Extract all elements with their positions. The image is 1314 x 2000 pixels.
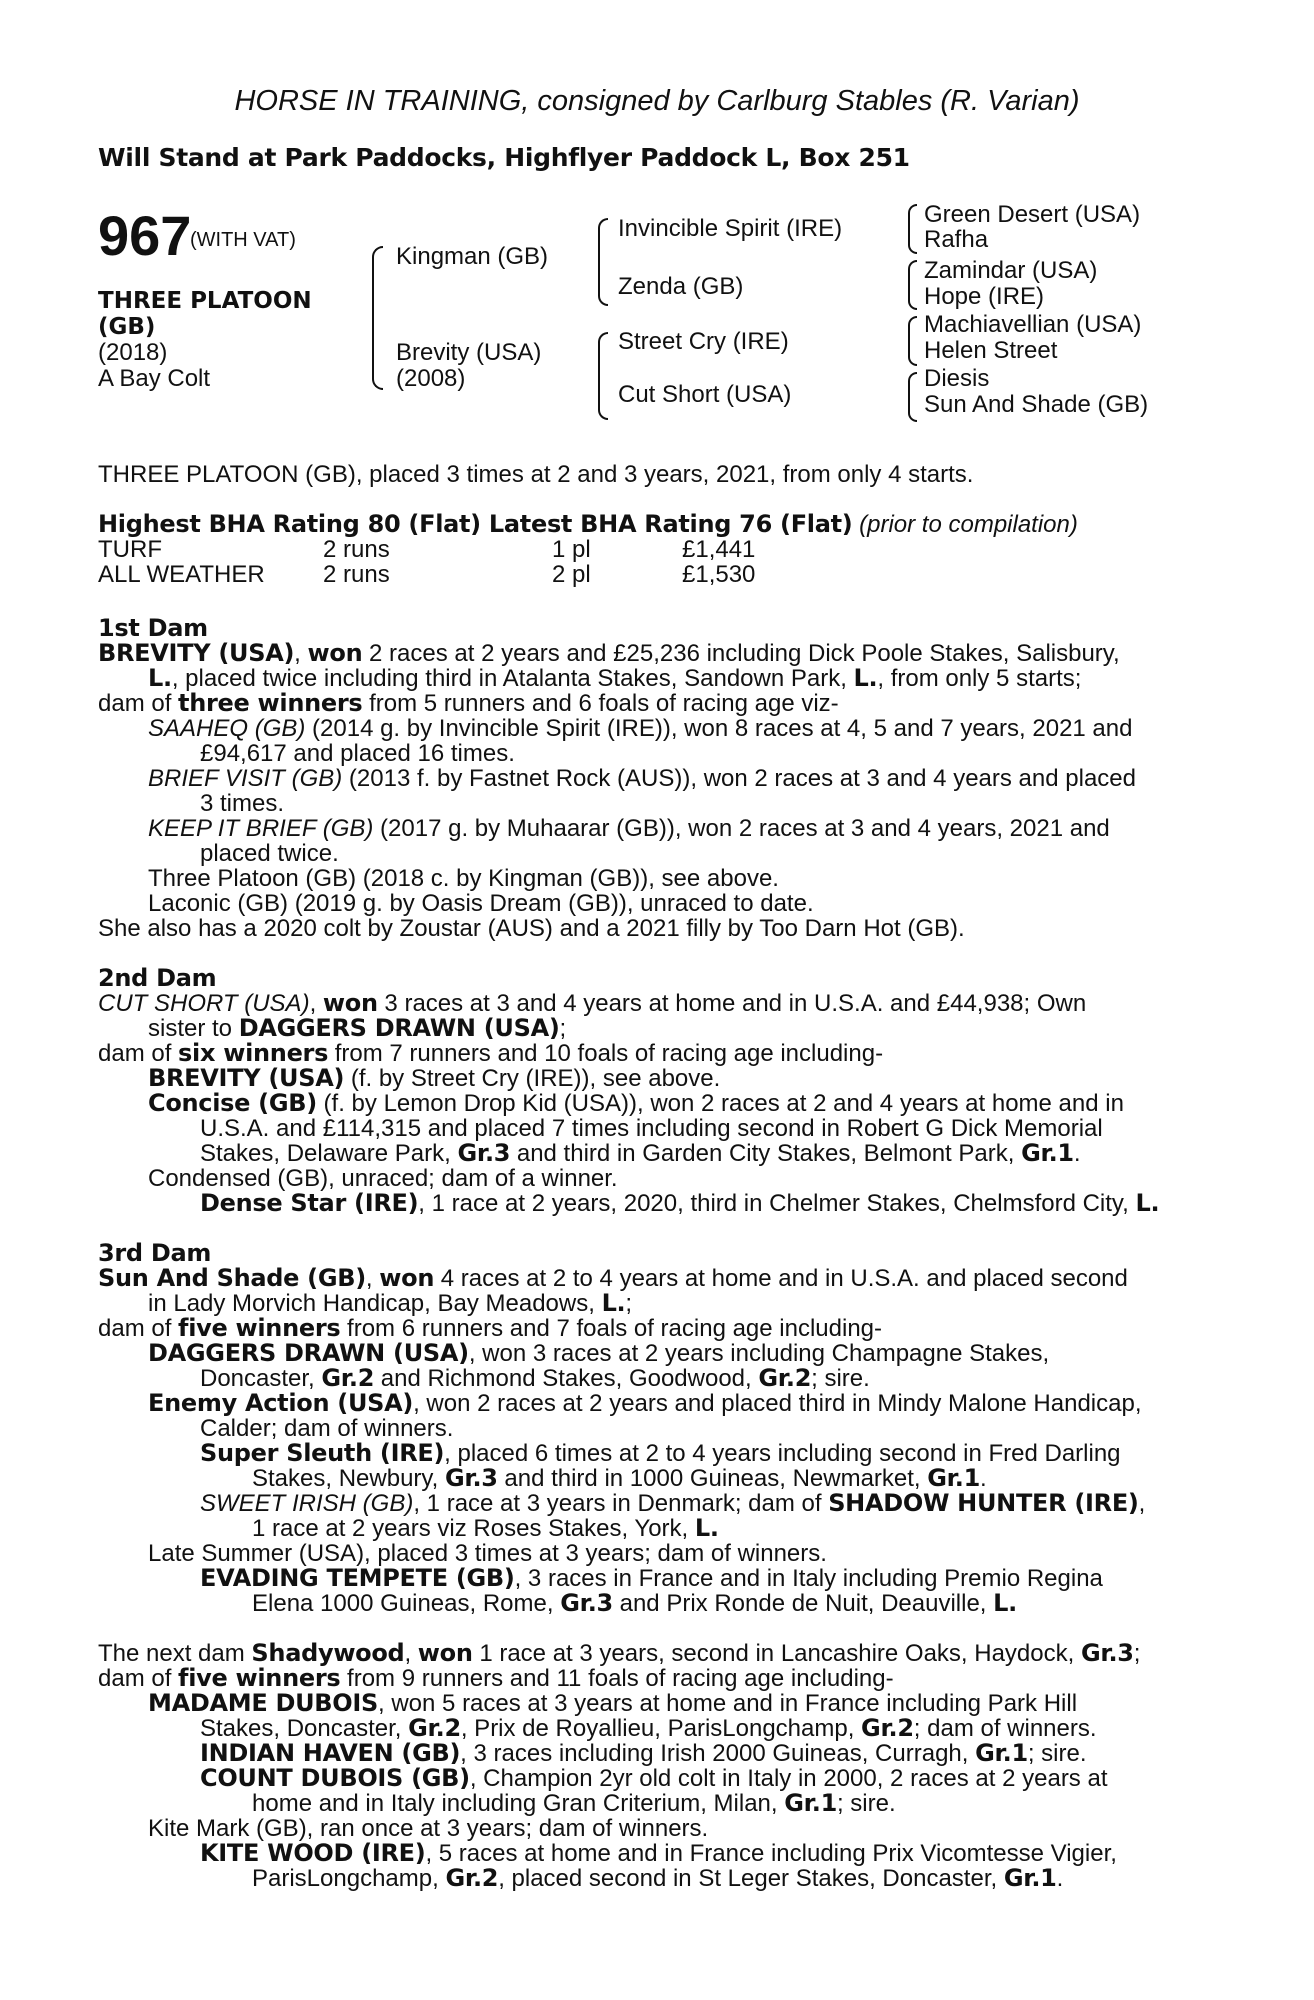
next-dam-produce-5 bbox=[200, 1841, 1117, 1867]
stand-location: Will Stand at Park Paddocks, Highflyer Paddock L, Box 251 bbox=[98, 143, 910, 172]
third-dam-produce-2-cont: Calder; dam of winners. bbox=[200, 1415, 454, 1442]
winners-bold: six winners bbox=[178, 1039, 329, 1067]
page-title: HORSE IN TRAINING, consigned by Carlburg Stables (R. Varian) bbox=[234, 85, 1080, 117]
text: dam of bbox=[98, 1315, 179, 1342]
third-dam-produce-3-cont bbox=[252, 1466, 987, 1492]
text: from 9 runners and 11 foals of racing age including- bbox=[340, 1665, 894, 1692]
first-dam-heading bbox=[98, 616, 208, 642]
next-dam-produce-1-cont bbox=[200, 1716, 1097, 1742]
third-dam-produce-1-cont bbox=[200, 1366, 870, 1392]
text: Stakes, Newbury, bbox=[252, 1465, 445, 1492]
text: (f. by Street Cry (IRE)), see above. bbox=[344, 1065, 721, 1092]
ds-dam: Helen Street bbox=[924, 337, 1058, 364]
ds-sire: Machiavellian (USA) bbox=[924, 311, 1142, 338]
text: home and in Italy including Gran Criterium, Milan, bbox=[252, 1790, 785, 1817]
race-summary: THREE PLATOON (GB), placed 3 times at 2 and 3 years, 2021, from only 4 starts. bbox=[98, 461, 974, 488]
third-dam-produce-6-cont bbox=[252, 1591, 1017, 1617]
grade-bold: Gr.2 bbox=[758, 1364, 812, 1392]
rating-surface: ALL WEATHER bbox=[98, 561, 265, 588]
produce-name: Enemy Action (USA) bbox=[148, 1389, 414, 1417]
grade-bold: Gr.3 bbox=[560, 1589, 613, 1617]
first-dam-line1: BREVITY (USA), won 2 races at 2 years and £25,236 including Dick Poole Stakes, Salisbury, bbox=[98, 639, 1120, 667]
text: , 5 races at home and in France including Prix Vicomtesse Vigier, bbox=[425, 1840, 1117, 1867]
vat-note: (WITH VAT) bbox=[190, 229, 296, 251]
dd-dam: Sun And Shade (GB) bbox=[924, 391, 1149, 418]
dam-dam: Cut Short (USA) bbox=[618, 381, 792, 408]
text: ParisLongchamp, bbox=[252, 1865, 446, 1892]
rating-runs: 2 runs bbox=[323, 536, 390, 563]
text: and Prix Ronde de Nuit, Deauville, bbox=[612, 1590, 994, 1617]
text: , Champion 2yr old colt in Italy in 2000, 2 races at 2 years at bbox=[469, 1765, 1108, 1792]
grade-bold: Gr.3 bbox=[444, 1464, 498, 1492]
text: , 3 races in France and in Italy including Premio Regina bbox=[514, 1565, 1103, 1592]
won-bold: won bbox=[417, 1639, 473, 1667]
winners-bold: five winners bbox=[178, 1314, 341, 1342]
text: ; bbox=[559, 1015, 567, 1042]
next-dam-produce-1 bbox=[148, 1691, 1077, 1717]
text: dam of bbox=[98, 1040, 179, 1067]
dam-sire: Street Cry (IRE) bbox=[618, 328, 789, 355]
pedigree-brace-ss bbox=[908, 204, 917, 254]
pedigree-brace-sire bbox=[598, 218, 608, 306]
lot-number: 967 bbox=[98, 204, 192, 267]
text: and third in Garden City Stakes, Belmont Park, bbox=[510, 1140, 1022, 1167]
rating-runs: 2 runs bbox=[323, 561, 390, 588]
text: , won 2 races at 2 years and placed third in Mindy Malone Handicap, bbox=[413, 1390, 1142, 1417]
produce-name: EVADING TEMPETE (GB) bbox=[200, 1564, 515, 1592]
second-dam-line3 bbox=[98, 1041, 883, 1067]
grade-bold: Gr.1 bbox=[1003, 1864, 1057, 1892]
grade-bold: Gr.2 bbox=[445, 1864, 499, 1892]
text: , bbox=[1138, 1490, 1146, 1517]
next-dam-line1 bbox=[98, 1641, 1140, 1667]
grade-bold: Gr.2 bbox=[408, 1714, 461, 1742]
text: , 1 race at 3 years in Denmark; dam of bbox=[413, 1490, 829, 1517]
horse-name-line2: (GB) bbox=[98, 314, 156, 340]
text: , Prix de Royallieu, ParisLongchamp, bbox=[460, 1715, 862, 1742]
text: dam of bbox=[98, 1665, 179, 1692]
second-dam-line2 bbox=[148, 1016, 566, 1042]
produce-name: DAGGERS DRAWN (USA) bbox=[148, 1339, 469, 1367]
text: . bbox=[1073, 1140, 1081, 1167]
text: sister to bbox=[148, 1015, 239, 1042]
grade-bold: Gr.2 bbox=[321, 1364, 375, 1392]
dam-name: Sun And Shade (GB) bbox=[98, 1264, 366, 1292]
text: in Lady Morvich Handicap, Bay Meadows, bbox=[148, 1290, 602, 1317]
dam-year: (2008) bbox=[396, 365, 466, 392]
produce-name: Super Sleuth (IRE) bbox=[200, 1439, 445, 1467]
grade-bold: Gr.3 bbox=[1080, 1639, 1134, 1667]
text: (2017 g. by Muhaarar (GB)), won 2 races at 3 and 4 years, 2021 and bbox=[373, 815, 1110, 842]
produce-3-cont: placed twice. bbox=[200, 840, 339, 867]
pedigree-brace-dam bbox=[598, 332, 608, 420]
sd-sire: Zamindar (USA) bbox=[924, 257, 1098, 284]
second-dam-produce-1 bbox=[148, 1066, 720, 1092]
produce-name: KITE WOOD (IRE) bbox=[200, 1839, 426, 1867]
dam-name: Shadywood bbox=[251, 1639, 405, 1667]
rating-places: 2 pl bbox=[552, 561, 591, 588]
rating-surface: TURF bbox=[98, 536, 162, 563]
produce-4: Three Platoon (GB) (2018 c. by Kingman (GB)), see above. bbox=[148, 865, 779, 892]
text: Stakes, Doncaster, bbox=[200, 1715, 409, 1742]
sire-sire: Invincible Spirit (IRE) bbox=[618, 215, 843, 242]
sibling-bold: DAGGERS DRAWN (USA) bbox=[238, 1014, 560, 1042]
text: dam of bbox=[98, 690, 179, 717]
text: . bbox=[1056, 1865, 1064, 1892]
produce-name: Concise (GB) bbox=[148, 1089, 317, 1117]
third-dam-produce-2 bbox=[148, 1391, 1142, 1417]
third-dam-produce-6 bbox=[200, 1566, 1103, 1592]
text: 1 race at 2 years viz Roses Stakes, York, bbox=[252, 1515, 695, 1542]
listed-bold: L. bbox=[993, 1589, 1017, 1617]
listed-bold: L. bbox=[853, 664, 878, 692]
third-dam-heading bbox=[98, 1241, 211, 1267]
third-dam-line2 bbox=[148, 1291, 632, 1317]
dam-name: CUT SHORT (USA) bbox=[98, 990, 310, 1017]
produce-2-cont: 3 times. bbox=[200, 790, 285, 817]
winner-bold: SHADOW HUNTER (IRE) bbox=[828, 1489, 1139, 1517]
produce-1 bbox=[148, 716, 1132, 742]
text: (2014 g. by Invincible Spirit (IRE)), won 8 races at 4, 5 and 7 years, 2021 and bbox=[305, 715, 1133, 742]
winners-bold: five winners bbox=[178, 1664, 341, 1692]
produce-name: SWEET IRISH (GB) bbox=[200, 1490, 414, 1517]
third-dam-produce-4-cont bbox=[252, 1516, 719, 1542]
produce-2 bbox=[148, 766, 1136, 792]
pedigree-brace-main bbox=[372, 246, 383, 390]
rating-line bbox=[98, 512, 1078, 538]
grade-bold: Gr.2 bbox=[861, 1714, 914, 1742]
text: from 7 runners and 10 foals of racing age including- bbox=[328, 1040, 884, 1067]
pedigree-brace-sd bbox=[908, 260, 917, 310]
text: ; bbox=[1133, 1640, 1141, 1667]
sire-dam: Zenda (GB) bbox=[618, 273, 744, 300]
text: Elena 1000 Guineas, Rome, bbox=[252, 1590, 561, 1617]
produce-name: BRIEF VISIT (GB) bbox=[148, 765, 343, 792]
text: , bbox=[404, 1640, 418, 1667]
text: ; bbox=[625, 1290, 633, 1317]
rating-note: (prior to compilation) bbox=[859, 511, 1078, 538]
text: Stakes, Delaware Park, bbox=[200, 1140, 458, 1167]
ss-sire: Green Desert (USA) bbox=[924, 201, 1141, 228]
next-dam-produce-2 bbox=[200, 1741, 1087, 1767]
third-dam-produce-4 bbox=[200, 1491, 1145, 1517]
rating-amount: £1,530 bbox=[682, 561, 756, 588]
text: , from only 5 starts; bbox=[877, 665, 1082, 692]
next-dam-produce-5-cont bbox=[252, 1866, 1063, 1892]
text: 3 races at 3 and 4 years at home and in U.S.A. and £44,938; Own bbox=[377, 990, 1087, 1017]
second-dam-heading bbox=[98, 966, 216, 992]
text: and third in 1000 Guineas, Newmarket, bbox=[497, 1465, 928, 1492]
text: . bbox=[980, 1465, 987, 1492]
grade-bold: Gr.1 bbox=[784, 1789, 837, 1817]
text: , placed 6 times at 2 to 4 years including second in Fred Darling bbox=[444, 1440, 1121, 1467]
second-dam-produce-2 bbox=[148, 1091, 1124, 1117]
listed-bold: L. bbox=[1135, 1189, 1160, 1217]
text: and Richmond Stakes, Goodwood, bbox=[374, 1365, 759, 1392]
won-bold: won bbox=[322, 989, 378, 1017]
second-dam-line1: CUT SHORT (USA), won 3 races at 3 and 4 years at home and in U.S.A. and £44,938; Own bbox=[98, 989, 1087, 1017]
horse-description: A Bay Colt bbox=[98, 365, 211, 392]
rating-places: 1 pl bbox=[552, 536, 591, 563]
text: (2013 f. by Fastnet Rock (AUS)), won 2 races at 3 and 4 years and placed bbox=[342, 765, 1136, 792]
third-dam-produce-1 bbox=[148, 1341, 1049, 1367]
second-dam-produce-3: Condensed (GB), unraced; dam of a winner. bbox=[148, 1165, 618, 1192]
second-dam-produce-2-cont2 bbox=[200, 1141, 1080, 1167]
listed-bold: L. bbox=[148, 664, 172, 692]
produce-name: MADAME DUBOIS bbox=[148, 1689, 379, 1717]
produce-name: INDIAN HAVEN (GB) bbox=[200, 1739, 461, 1767]
listed-bold: L. bbox=[601, 1289, 626, 1317]
dam-name-bold: BREVITY (USA) bbox=[98, 639, 295, 667]
text: , placed second in St Leger Stakes, Doncaster, bbox=[498, 1865, 1004, 1892]
text: (f. by Lemon Drop Kid (USA)), won 2 races at 2 and 4 years at home and in bbox=[316, 1090, 1124, 1117]
third-dam-produce-5: Late Summer (USA), placed 3 times at 3 years; dam of winners. bbox=[148, 1540, 827, 1567]
first-dam-line2 bbox=[148, 666, 1081, 692]
text: The next dam bbox=[98, 1640, 252, 1667]
text: , won 3 races at 2 years including Champagne Stakes, bbox=[468, 1340, 1050, 1367]
sire-name: Kingman (GB) bbox=[396, 243, 549, 270]
produce-name: Dense Star (IRE) bbox=[200, 1189, 419, 1217]
text: from 5 runners and 6 foals of racing age viz- bbox=[362, 690, 839, 717]
heading-text: 2nd Dam bbox=[98, 964, 217, 992]
produce-5: Laconic (GB) (2019 g. by Oasis Dream (GB)), unraced to date. bbox=[148, 890, 814, 917]
text: 4 races at 2 to 4 years at home and in U.S.A. and placed second bbox=[434, 1265, 1128, 1292]
second-dam-produce-4 bbox=[200, 1191, 1159, 1217]
next-dam-line2 bbox=[98, 1666, 894, 1692]
third-dam-line1: Sun And Shade (GB), won 4 races at 2 to 4 years at home and in U.S.A. and placed second bbox=[98, 1264, 1128, 1292]
text: ; sire. bbox=[811, 1365, 870, 1392]
third-dam-line3 bbox=[98, 1316, 882, 1342]
produce-name: KEEP IT BRIEF (GB) bbox=[148, 815, 374, 842]
next-dam-produce-4: Kite Mark (GB), ran once at 3 years; dam of winners. bbox=[148, 1815, 709, 1842]
text: from 6 runners and 7 foals of racing age including- bbox=[340, 1315, 883, 1342]
next-dam-produce-3 bbox=[200, 1766, 1108, 1792]
first-dam-line3 bbox=[98, 691, 839, 717]
dam-name: Brevity (USA) bbox=[396, 339, 542, 366]
second-dam-produce-2-cont: U.S.A. and £114,315 and placed 7 times including second in Robert G Dick Memorial bbox=[200, 1115, 1103, 1142]
grade-bold: Gr.1 bbox=[975, 1739, 1028, 1767]
horse-year: (2018) bbox=[98, 339, 168, 366]
grade-bold: Gr.1 bbox=[927, 1464, 980, 1492]
produce-3 bbox=[148, 816, 1110, 842]
won-bold: won bbox=[379, 1264, 435, 1292]
winners-bold: three winners bbox=[178, 689, 363, 717]
produce-name: BREVITY (USA) bbox=[148, 1064, 345, 1092]
rating-amount: £1,441 bbox=[682, 536, 756, 563]
produce-name: SAAHEQ (GB) bbox=[148, 715, 306, 742]
text: 1 race at 3 years, second in Lancashire Oaks, Haydock, bbox=[472, 1640, 1081, 1667]
produce-note: She also has a 2020 colt by Zoustar (AUS) and a 2021 filly by Too Darn Hot (GB). bbox=[98, 915, 965, 942]
third-dam-produce-3 bbox=[200, 1441, 1121, 1467]
produce-1-cont: £94,617 and placed 16 times. bbox=[200, 740, 515, 767]
text: , 1 race at 2 years, 2020, third in Chelmer Stakes, Chelmsford City, bbox=[418, 1190, 1136, 1217]
text: 2 races at 2 years and £25,236 including Dick Poole Stakes, Salisbury, bbox=[362, 640, 1120, 667]
text: , placed twice including third in Atalanta Stakes, Sandown Park, bbox=[171, 665, 854, 692]
rating-bold: Highest BHA Rating 80 (Flat) Latest BHA Rating 76 (Flat) bbox=[98, 510, 853, 538]
horse-name bbox=[98, 288, 312, 340]
text: , won 5 races at 3 years at home and in France including Park Hill bbox=[378, 1690, 1078, 1717]
text: ; sire. bbox=[836, 1790, 896, 1817]
heading-text: 3rd Dam bbox=[98, 1239, 212, 1267]
dd-sire: Diesis bbox=[924, 365, 990, 392]
heading-text: 1st Dam bbox=[98, 614, 208, 642]
grade-bold: Gr.3 bbox=[457, 1139, 511, 1167]
grade-bold: Gr.1 bbox=[1021, 1139, 1074, 1167]
text: Doncaster, bbox=[200, 1365, 322, 1392]
pedigree-brace-ds bbox=[908, 316, 917, 366]
sd-dam: Hope (IRE) bbox=[924, 283, 1045, 310]
pedigree-brace-dd bbox=[908, 372, 917, 422]
text: ; sire. bbox=[1027, 1740, 1087, 1767]
won-bold: won bbox=[307, 639, 363, 667]
ss-dam: Rafha bbox=[924, 226, 989, 253]
next-dam-produce-3-cont bbox=[252, 1791, 896, 1817]
horse-name-line1: THREE PLATOON bbox=[98, 288, 312, 314]
produce-name: COUNT DUBOIS (GB) bbox=[200, 1764, 470, 1792]
text: ; dam of winners. bbox=[913, 1715, 1097, 1742]
listed-bold: L. bbox=[694, 1514, 719, 1542]
text: , 3 races including Irish 2000 Guineas, Curragh, bbox=[460, 1740, 976, 1767]
